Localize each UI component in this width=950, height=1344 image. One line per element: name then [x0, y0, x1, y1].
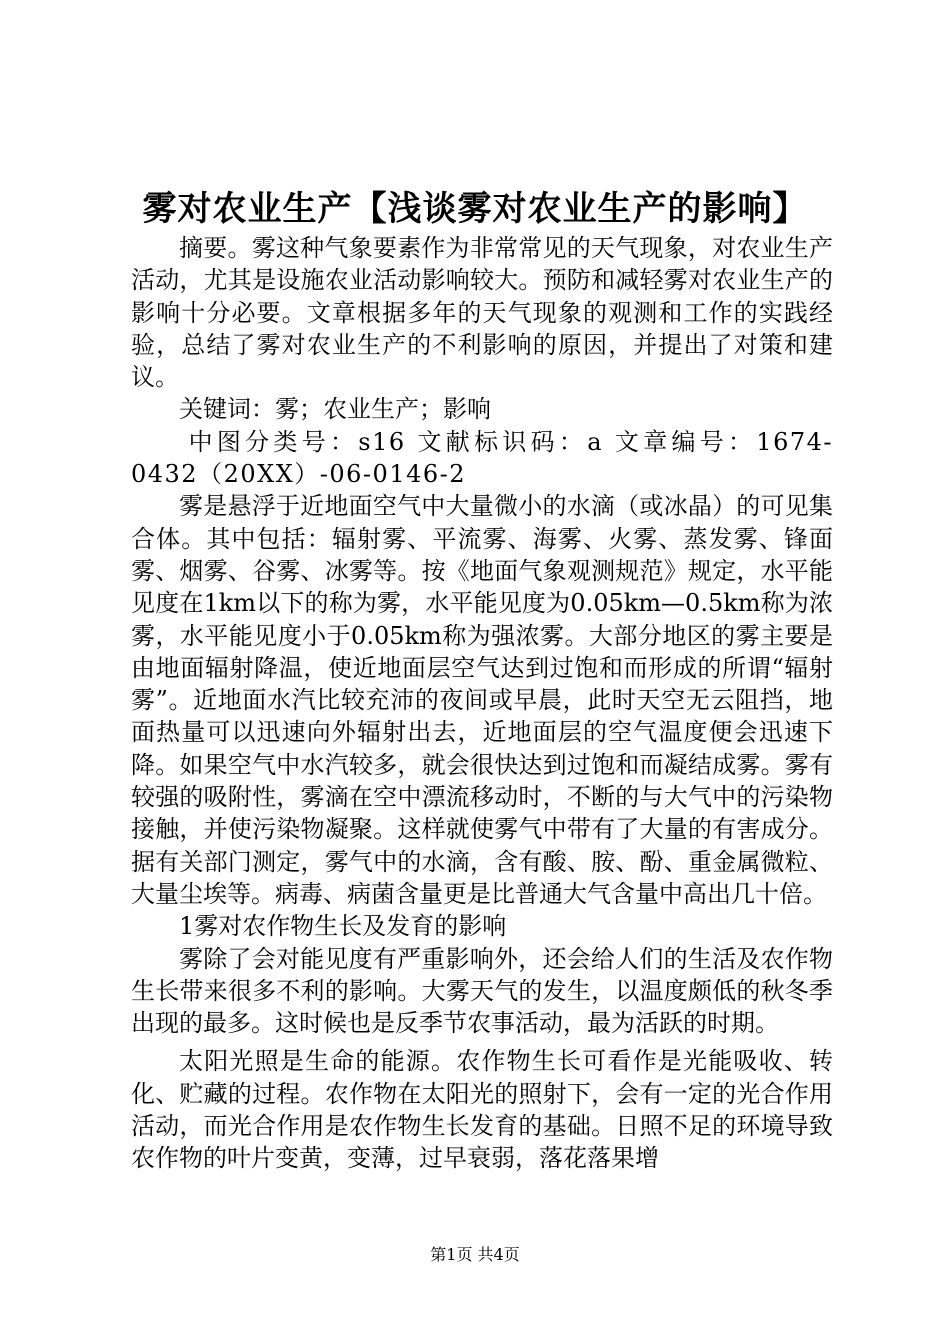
keywords-paragraph: 关键词：雾；农业生产；影响: [179, 395, 491, 424]
document-title: 雾对农业生产【浅谈雾对农业生产的影响】: [142, 189, 808, 229]
body-paragraph: 雾是悬浮于近地面空气中大量微小的水滴（或冰晶）的可见集合体。其中包括：辐射雾、平流雾、海雾、火雾、蒸发雾、锋面雾、烟雾、谷雾、冰雾等。按《地面气象观测规范》规定，水平能见度在1km以下的称为雾，水平能见度为0.05km—0.5km称为浓雾，水平能见度小于0.05km称为强浓雾。大部分地区的雾主要是由地面辐射降温，使近地面层空气达到过饱和而形成的所谓“辐射雾”。近地面水汽比较充沛的夜间或早晨，此时天空无云阻挡，地面热量可以迅速向外辐射出去，近地面层的空气温度便会迅速下降。如果空气中水汽较多，就会很快达到过饱和而凝结成雾。雾有较强的吸附性，雾滴在空中漂流移动时，不断的与大气中的污染物接触，并使污染物凝聚。这样就使雾气中带有了大量的有害成分。据有关部门测定，雾气中的水滴，含有酸、胺、酚、重金属微粒、大量尘埃等。病毒、病菌含量更是比普通大气含量中高出几十倍。: [131, 492, 833, 908]
page-footer: 第1页 共4页: [430, 1245, 520, 1264]
body-paragraph: 太阳光照是生命的能源。农作物生长可看作是光能吸收、转化、贮藏的过程。农作物在太阳光的照射下，会有一定的光合作用活动，而光合作用是农作物生长发育的基础。日照不足的环境导致农作物的叶片变黄，变薄，过早衰弱，落花落果增: [131, 1047, 833, 1173]
classification-paragraph: 中图分类号：s16 文献标识码：a 文章编号：1674-0432（20XX）-06-0146-2: [131, 427, 833, 489]
document-body: [131, 232, 833, 1175]
body-paragraph: 雾除了会对能见度有严重影响外，还会给人们的生活及农作物生长带来很多不利的影响。大雾天气的发生，以温度颇低的秋冬季出现的最多。这时候也是反季节农事活动，最为活跃的时期。: [131, 944, 833, 1038]
section-heading: 1雾对农作物生长及发育的影响: [179, 912, 507, 941]
abstract-paragraph: 摘要。雾这种气象要素作为非常常见的天气现象，对农业生产活动，尤其是设施农业活动影响较大。预防和减轻雾对农业生产的影响十分必要。文章根据多年的天气现象的观测和工作的实践经验，总结了雾对农业生产的不利影响的原因，并提出了对策和建议。: [131, 234, 833, 392]
